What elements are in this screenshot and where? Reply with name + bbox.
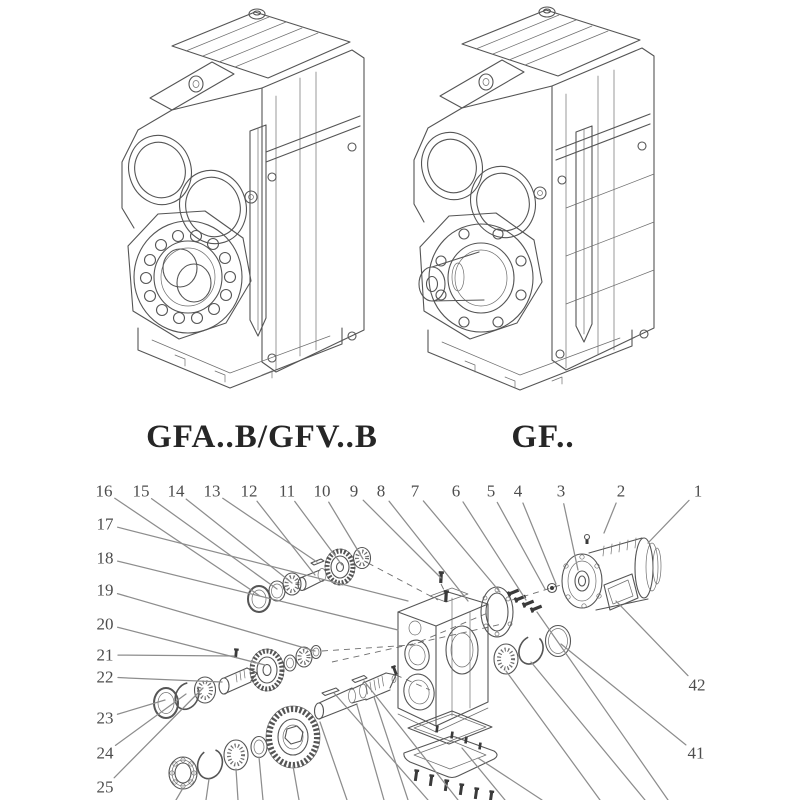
- flange-bolt-holes: [436, 229, 526, 327]
- callout-15: 15: [132, 481, 150, 501]
- leader-line-9: [363, 500, 441, 578]
- callout-2: 2: [616, 481, 626, 501]
- callout-41: 41: [687, 743, 705, 763]
- callout-4: 4: [513, 481, 523, 501]
- caption-left: GFA..B/GFV..B: [146, 419, 378, 455]
- callout-11: 11: [278, 481, 296, 501]
- leader-line-15: [152, 499, 277, 589]
- assembly-axes: [322, 563, 564, 690]
- leader-line-14: [186, 499, 292, 583]
- callout-14: 14: [167, 481, 185, 501]
- callout-19: 19: [96, 580, 114, 600]
- leader-line-1: [648, 500, 689, 543]
- housing: [398, 588, 488, 732]
- leader-line-17: [118, 527, 408, 601]
- callout-1: 1: [693, 481, 703, 501]
- leader-line-11: [295, 501, 342, 565]
- leader-line-21: [118, 655, 234, 656]
- callout-24: 24: [96, 743, 114, 763]
- callout-7: 7: [410, 481, 420, 501]
- leader-line-3: [564, 504, 578, 570]
- ball-bearing-balls: [170, 758, 196, 788]
- callout-20: 20: [96, 614, 114, 634]
- gearbox-drawing-solid-shaft: [413, 7, 654, 390]
- leader-line-42: [616, 601, 688, 676]
- gasket-and-cover: [404, 711, 497, 800]
- bolt-ring: [141, 231, 236, 324]
- exploded-view: [96, 482, 706, 800]
- callout-23: 23: [96, 708, 114, 728]
- callout-18: 18: [96, 548, 114, 568]
- callout-21: 21: [96, 645, 114, 665]
- callout-labels: [96, 482, 706, 797]
- leader-line-7: [423, 501, 500, 592]
- callout-6: 6: [451, 481, 461, 501]
- leader-line-41: [561, 644, 686, 745]
- motor-eyebolt: [585, 535, 590, 545]
- callout-3: 3: [556, 481, 566, 501]
- leader-line-20: [118, 627, 265, 665]
- gearbox-drawing-hollow-shaft: [120, 9, 364, 388]
- leader-line-13: [223, 498, 317, 562]
- output-stage-parts: [154, 673, 396, 789]
- callout-8: 8: [376, 481, 386, 501]
- caption-right: GF..: [511, 419, 575, 455]
- leader-line-4: [523, 503, 556, 584]
- leader-line-24: [116, 694, 186, 745]
- leader-line-12: [257, 501, 315, 575]
- cutoff-leader-lines: [176, 612, 668, 800]
- callout-12: 12: [240, 481, 258, 501]
- callout-16: 16: [95, 481, 113, 501]
- callout-10: 10: [313, 481, 331, 501]
- second-stage-parts: [219, 646, 321, 695]
- leader-line-16: [115, 498, 260, 596]
- callout-17: 17: [96, 514, 114, 534]
- leader-line-5: [497, 502, 545, 589]
- callout-13: 13: [203, 481, 221, 501]
- callout-42: 42: [688, 675, 706, 695]
- leader-line-23: [117, 700, 165, 714]
- motor: [562, 535, 661, 611]
- callout-22: 22: [96, 667, 114, 687]
- leader-line-2: [604, 503, 616, 533]
- callout-9: 9: [349, 481, 359, 501]
- callout-25: 25: [96, 777, 114, 797]
- leader-line-8: [389, 501, 468, 601]
- leader-line-18: [118, 561, 398, 630]
- leader-line-22: [118, 678, 222, 682]
- callout-5: 5: [486, 481, 496, 501]
